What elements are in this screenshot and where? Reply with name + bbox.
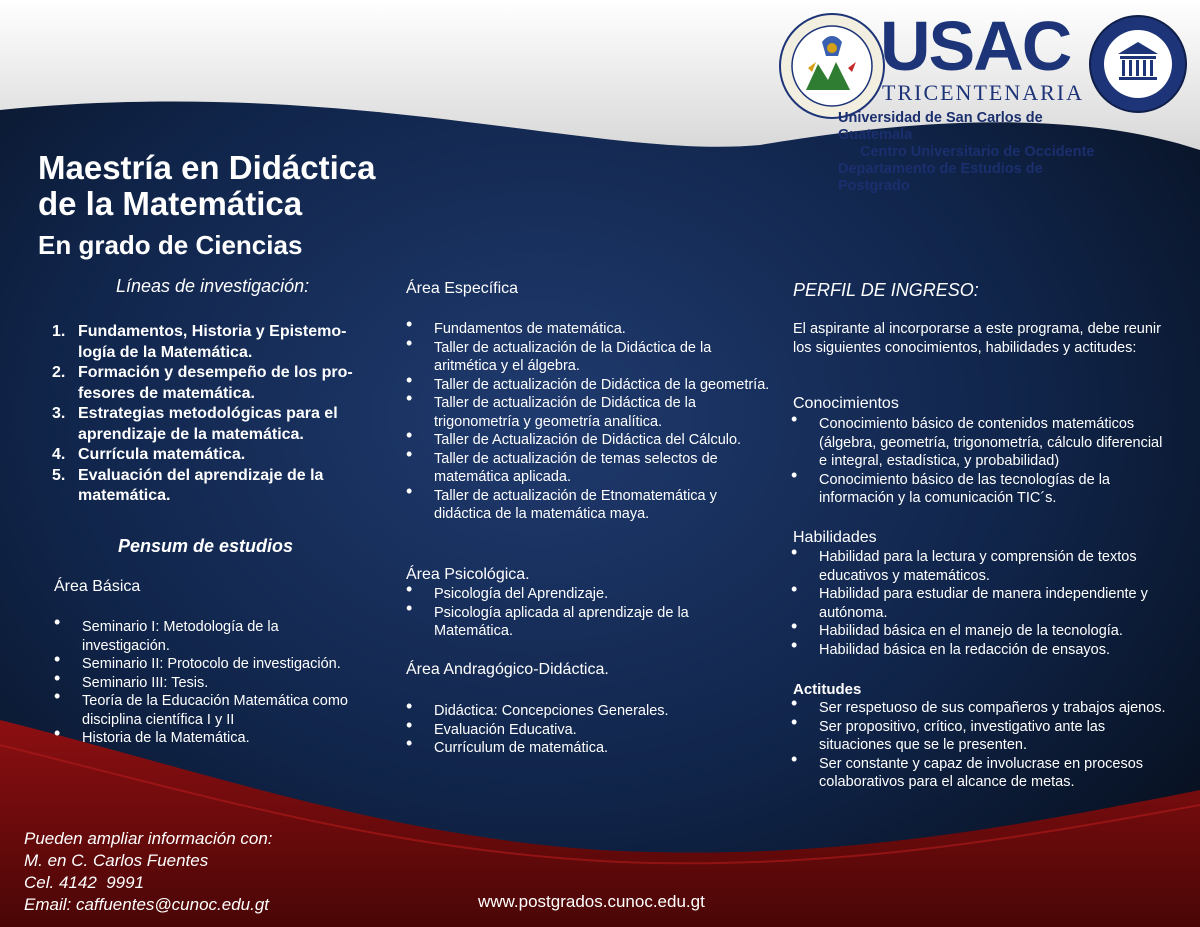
list-item: • Ser respetuoso de sus compañeros y trabajos ajenos. <box>791 699 1166 718</box>
list-item: • Fundamentos de matemática. <box>406 320 776 339</box>
contact-line: Pueden ampliar información con: <box>24 829 273 848</box>
area-andragogica-heading: Área Andragógico-Didáctica. <box>406 661 609 678</box>
institution-line: Departamento de Estudios de Postgrado <box>838 161 1043 194</box>
title-line: Maestría en Didáctica <box>38 149 376 186</box>
list-item: • Teoría de la Educación Matemática como disciplina científica I y II <box>54 692 354 729</box>
list-item: • Seminario II: Protocolo de investigación. <box>54 655 354 674</box>
area-andragogica-list <box>406 702 736 758</box>
list-item: • Habilidad básica en la redacción de ensayos. <box>791 641 1166 660</box>
area-especifica-list <box>406 320 776 524</box>
usac-wordmark: USAC <box>880 7 1071 85</box>
program-title <box>38 150 375 222</box>
list-item: • Seminario III: Tesis. <box>54 674 354 693</box>
list-item: • Taller de actualización de temas selectos de matemática aplicada. <box>406 450 776 487</box>
list-item: • Ser propositivo, crítico, investigativo ante las situaciones que se le presenten. <box>791 718 1166 755</box>
postgrado-seal-logo <box>1088 14 1188 114</box>
program-subtitle: En grado de Ciencias <box>38 230 303 260</box>
list-item: • Habilidad para estudiar de manera independiente y autónoma. <box>791 585 1166 622</box>
institution-line: Universidad de San Carlos de Guatemala <box>838 110 1043 143</box>
list-item: 4. Currícula matemática. <box>52 446 246 463</box>
area-psicologica-heading: Área Psicológica. <box>406 566 530 583</box>
institution-block <box>838 110 1118 195</box>
area-psicologica-list <box>406 585 736 641</box>
contact-line: Cel. 4142 9991 <box>24 873 145 892</box>
list-item: 5. Evaluación del aprendizaje de la matemática. <box>52 466 324 504</box>
area-especifica-heading: Área Específica <box>406 280 519 297</box>
contact-email[interactable]: Email: caffuentes@cunoc.edu.gt <box>24 895 270 914</box>
list-item: • Currículum de matemática. <box>406 739 736 758</box>
habilidades-heading: Habilidades <box>793 529 877 546</box>
contact-line: M. en C. Carlos Fuentes <box>24 851 209 870</box>
list-item: • Psicología del Aprendizaje. <box>406 585 736 604</box>
list-item: • Taller de actualización de la Didáctica de la aritmética y el álgebra. <box>406 339 776 376</box>
usac-seal-logo <box>778 12 886 120</box>
list-item: 1. Fundamentos, Historia y Epistemo-logía de la Matemática. <box>52 323 347 361</box>
lineas-list <box>52 322 370 507</box>
list-item: • Taller de actualización de Didáctica de la geometría. <box>406 376 776 395</box>
habilidades-list <box>791 548 1166 659</box>
contact-block <box>24 828 273 916</box>
list-item: • Habilidad para la lectura y comprensión de textos educativos y matemáticos. <box>791 548 1166 585</box>
list-item: • Taller de actualización de Etnomatemática y didáctica de la matemática maya. <box>406 487 776 524</box>
list-item: • Conocimiento básico de las tecnologías de la información y la comunicación TIC´s. <box>791 471 1166 508</box>
area-basica-list <box>54 618 354 748</box>
area-basica-heading: Área Básica <box>54 578 141 595</box>
list-item: • Didáctica: Concepciones Generales. <box>406 702 736 721</box>
list-item: • Taller de actualización de Didáctica de la trigonometría y geometría analítica. <box>406 394 776 431</box>
perfil-heading: PERFIL DE INGRESO: <box>793 280 979 300</box>
actitudes-heading: Actitudes <box>793 681 862 698</box>
institution-line: Centro Universitario de Occidente <box>860 144 1095 160</box>
perfil-intro: El aspirante al incorporarse a este programa, debe reunir los siguientes conocimientos, habilidades y actitudes: <box>793 321 1161 356</box>
actitudes-list <box>791 699 1166 792</box>
list-item: • Historia de la Matemática. <box>54 729 354 748</box>
lineas-heading: Líneas de investigación: <box>116 276 310 296</box>
list-item: 2. Formación y desempeño de los pro-fesores de matemática. <box>52 364 353 402</box>
list-item: • Habilidad básica en el manejo de la tecnología. <box>791 622 1166 641</box>
list-item: • Psicología aplicada al aprendizaje de la Matemática. <box>406 604 736 641</box>
list-item: 3. Estrategias metodológicas para el aprendizaje de la matemática. <box>52 405 338 443</box>
conocimientos-heading: Conocimientos <box>793 395 899 412</box>
conocimientos-list <box>791 415 1166 508</box>
pensum-heading: Pensum de estudios <box>118 536 294 556</box>
website-link[interactable]: www.postgrados.cunoc.edu.gt <box>478 892 705 911</box>
title-line: de la Matemática <box>38 185 303 222</box>
list-item: • Conocimiento básico de contenidos matemáticos (álgebra, geometría, trigonometría, cálculo diferencial e integral, estadística, y probabilidad) <box>791 415 1166 471</box>
tricentenaria-wordmark: TRICENTENARIA <box>882 80 1084 105</box>
list-item: • Taller de Actualización de Didáctica del Cálculo. <box>406 431 776 450</box>
list-item: • Ser constante y capaz de involucrase en procesos colaborativos para el alcance de metas. <box>791 755 1166 792</box>
list-item: • Seminario I: Metodología de la investigación. <box>54 618 354 655</box>
list-item: • Evaluación Educativa. <box>406 721 736 740</box>
